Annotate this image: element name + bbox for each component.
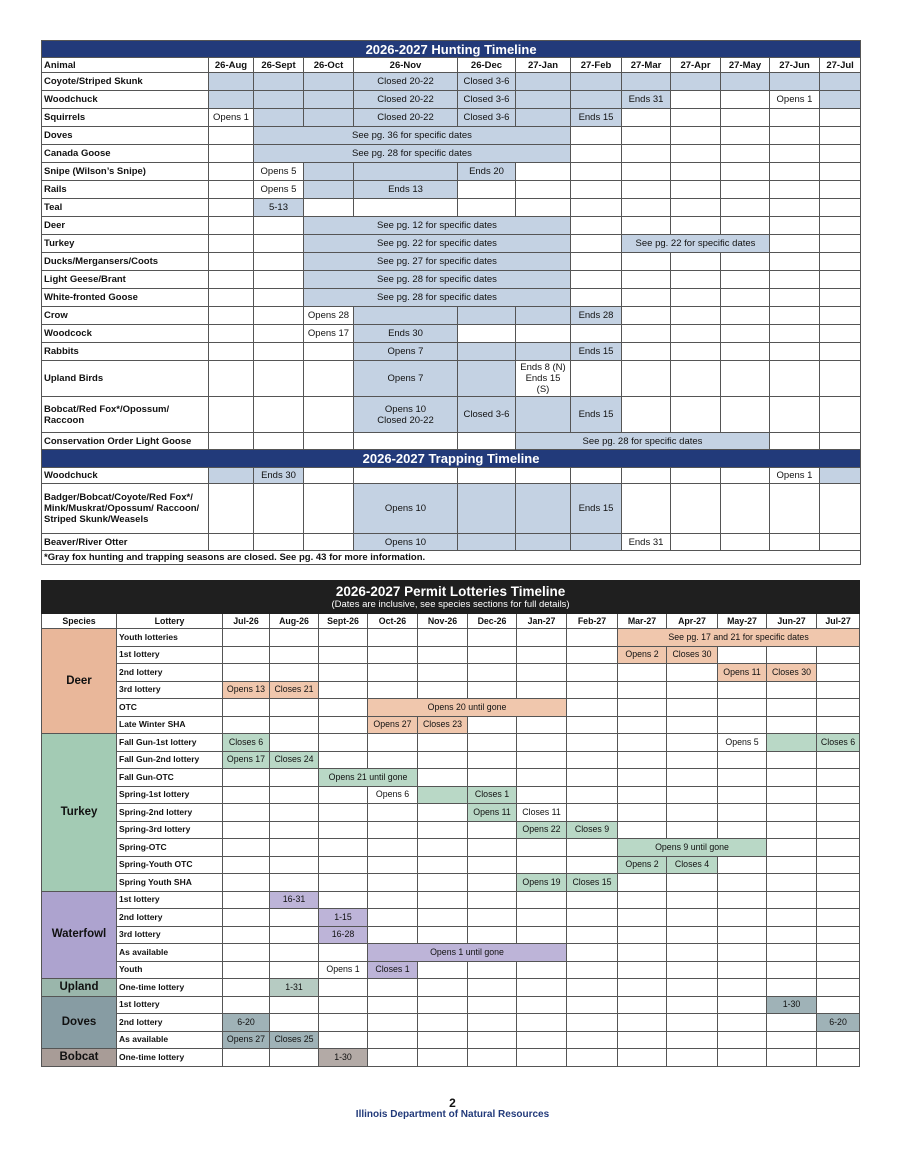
lottery-cell: 16-28 [319, 926, 368, 944]
col-header: May-27 [718, 614, 767, 629]
lottery-cell: Closes 24 [270, 751, 319, 769]
lottery-name: 3rd lottery [117, 681, 223, 699]
lottery-cell: Opens 20 until gone [368, 699, 567, 717]
lottery-cell: Opens 2 [618, 646, 667, 664]
table-row [42, 127, 861, 145]
col-header: Aug-26 [270, 614, 319, 629]
col-header: 27-Apr [671, 58, 721, 73]
animal-name: Squirrels [42, 109, 209, 127]
animal-name: Woodcock [42, 325, 209, 343]
season-cell: Closed 20-22 [354, 109, 458, 127]
table-row [42, 325, 861, 343]
lottery-name: Fall Gun-2nd lottery [117, 751, 223, 769]
animal-name: Snipe (Wilson’s Snipe) [42, 163, 209, 181]
season-cell: Opens 1 [209, 109, 254, 127]
season-cell: Closed 20-22 [354, 73, 458, 91]
lottery-cell: 6-20 [223, 1014, 270, 1032]
season-cell: Opens 17 [304, 325, 354, 343]
table-row [42, 343, 861, 361]
season-cell: Ends 15 [571, 109, 622, 127]
lottery-name: Spring-3rd lottery [117, 821, 223, 839]
lottery-cell: Closes 21 [270, 681, 319, 699]
season-cell: Opens 10 [354, 534, 458, 551]
lottery-name: 3rd lottery [117, 926, 223, 944]
season-cell: Ends 15 [571, 397, 622, 433]
lottery-cell: Opens 6 [368, 786, 418, 804]
lottery-cell: Opens 9 until gone [618, 839, 767, 857]
table-row [42, 109, 861, 127]
season-cell: Ends 15 [571, 343, 622, 361]
animal-name: Canada Goose [42, 145, 209, 163]
animal-name: Beaver/River Otter [42, 534, 209, 551]
season-line: Opens 10 [384, 403, 427, 415]
table-row [42, 307, 861, 325]
col-header: 26-Dec [458, 58, 516, 73]
animal-name: Crow [42, 307, 209, 325]
lottery-name: 1st lottery [117, 891, 223, 909]
season-cell: Ends 13 [354, 181, 458, 199]
lottery-cell: Opens 13 [223, 681, 270, 699]
lottery-name: 2nd lottery [117, 1014, 223, 1032]
lottery-cell: Closes 11 [517, 804, 567, 822]
lottery-cell: Closes 1 [368, 961, 418, 979]
season-cell: Opens 5 [254, 181, 304, 199]
animal-name: Turkey [42, 235, 209, 253]
species-doves: Doves [42, 996, 117, 1049]
season-cell: Ends 28 [571, 307, 622, 325]
lottery-cell: Opens 11 [468, 804, 517, 822]
col-header: Jun-27 [767, 614, 817, 629]
lottery-cell: Closes 15 [567, 874, 618, 892]
species-deer: Deer [42, 629, 117, 734]
season-cell: Opens 1 [770, 91, 820, 109]
lottery-cell: 1-30 [319, 1049, 368, 1067]
season-cell: Opens 1 [770, 468, 820, 484]
col-header: 26-Oct [304, 58, 354, 73]
season-cell: Closed 3-6 [458, 73, 516, 91]
lottery-name: Fall Gun-1st lottery [117, 734, 223, 752]
season-cell: Ends 30 [254, 468, 304, 484]
table-row [42, 534, 861, 551]
col-header: Feb-27 [567, 614, 618, 629]
animal-name: Doves [42, 127, 209, 145]
season-cell: Opens 10 [354, 484, 458, 534]
col-header: Species [42, 614, 117, 629]
table-row [42, 468, 861, 484]
animal-name: Bobcat/Red Fox*/Opossum/ Raccoon [42, 397, 209, 433]
col-header: 27-Jun [770, 58, 820, 73]
table-row [42, 217, 861, 235]
table-row [42, 289, 861, 307]
season-cell: Ends 31 [622, 91, 671, 109]
season-cell: Opens 7 [354, 343, 458, 361]
animal-name: Light Geese/Brant [42, 271, 209, 289]
lottery-cell: Opens 1 [319, 961, 368, 979]
col-header: Sept-26 [319, 614, 368, 629]
animal-name: Conservation Order Light Goose [42, 433, 209, 450]
lottery-name: 1st lottery [117, 996, 223, 1014]
lottery-cell: Closes 30 [767, 664, 817, 682]
lottery-name: Spring-Youth OTC [117, 856, 223, 874]
hunting-title: 2026-2027 Hunting Timeline [42, 41, 861, 58]
season-cell: See pg. 36 for specific dates [254, 127, 571, 145]
lottery-name: Late Winter SHA [117, 716, 223, 734]
lottery-cell: 1-31 [270, 979, 319, 997]
col-header: 27-Jul [820, 58, 861, 73]
animal-name: Upland Birds [42, 361, 209, 397]
lottery-cell: Opens 27 [223, 1031, 270, 1049]
table-row [42, 361, 861, 397]
lottery-name: One-time lottery [117, 1049, 223, 1067]
season-cell [516, 361, 571, 397]
lottery-cell: Opens 21 until gone [319, 769, 418, 787]
species-turkey: Turkey [42, 734, 117, 892]
season-cell: 5-13 [254, 199, 304, 217]
col-header: Jul-27 [817, 614, 860, 629]
lottery-name: One-time lottery [117, 979, 223, 997]
lottery-name: OTC [117, 699, 223, 717]
season-cell: Opens 5 [254, 163, 304, 181]
table-row [42, 397, 861, 433]
animal-name: Coyote/Striped Skunk [42, 73, 209, 91]
col-header: Apr-27 [667, 614, 718, 629]
table-row [42, 253, 861, 271]
season-cell [354, 397, 458, 433]
col-header: 27-May [721, 58, 770, 73]
col-header: 27-Feb [571, 58, 622, 73]
table-row [42, 235, 861, 253]
lottery-cell: Opens 11 [718, 664, 767, 682]
table-row [42, 163, 861, 181]
lottery-cell: Closes 4 [667, 856, 718, 874]
lottery-cell: Closes 25 [270, 1031, 319, 1049]
table-row [42, 433, 861, 450]
lottery-name: 2nd lottery [117, 664, 223, 682]
lottery-name: 1st lottery [117, 646, 223, 664]
season-cell: Opens 28 [304, 307, 354, 325]
trapping-title: 2026-2027 Trapping Timeline [42, 450, 861, 468]
col-header: Dec-26 [468, 614, 517, 629]
col-header: 26-Aug [209, 58, 254, 73]
lottery-cell: Closes 9 [567, 821, 618, 839]
col-header: 26-Nov [354, 58, 458, 73]
lottery-cell: 1-15 [319, 909, 368, 927]
lottery-cell: 16-31 [270, 891, 319, 909]
col-header: Nov-26 [418, 614, 468, 629]
lottery-name: 2nd lottery [117, 909, 223, 927]
col-header: Lottery [117, 614, 223, 629]
lottery-name: Youth lotteries [117, 629, 223, 647]
lottery-name: As available [117, 944, 223, 962]
col-header: 27-Mar [622, 58, 671, 73]
col-header: Jul-26 [223, 614, 270, 629]
lottery-name: Fall Gun-OTC [117, 769, 223, 787]
season-cell: Ends 15 [571, 484, 622, 534]
lottery-name: Spring-2nd lottery [117, 804, 223, 822]
season-cell: Closed 20-22 [354, 91, 458, 109]
lottery-cell: 6-20 [817, 1014, 860, 1032]
season-cell: See pg. 28 for specific dates [516, 433, 770, 450]
animal-name: Teal [42, 199, 209, 217]
species-waterfowl: Waterfowl [42, 891, 117, 979]
animal-name: Badger/Bobcat/Coyote/Red Fox*/ Mink/Muskrat/Opossum/ Raccoon/ Striped Skunk/Weasels [42, 484, 209, 534]
animal-name: Deer [42, 217, 209, 235]
permits-subtitle: (Dates are inclusive, see species sections for full details) [331, 599, 570, 610]
lottery-cell: Opens 1 until gone [368, 944, 567, 962]
col-header: Jan-27 [517, 614, 567, 629]
permit-lotteries-table [41, 580, 860, 1067]
season-cell: Ends 30 [354, 325, 458, 343]
lottery-cell: Opens 22 [517, 821, 567, 839]
page-number: 2 [449, 1096, 456, 1110]
lottery-cell: See pg. 17 and 21 for specific dates [618, 629, 860, 647]
season-cell: See pg. 22 for specific dates [622, 235, 770, 253]
table-row [42, 181, 861, 199]
permits-title: 2026-2027 Permit Lotteries Timeline [335, 584, 566, 599]
col-header: 27-Jan [516, 58, 571, 73]
lottery-cell: Opens 19 [517, 874, 567, 892]
season-cell: Ends 20 [458, 163, 516, 181]
animal-name: Woodchuck [42, 91, 209, 109]
season-cell: See pg. 27 for specific dates [304, 253, 571, 271]
animal-name: Rabbits [42, 343, 209, 361]
lottery-name: Spring-OTC [117, 839, 223, 857]
season-cell: Closed 3-6 [458, 109, 516, 127]
col-header: Mar-27 [618, 614, 667, 629]
species-upland: Upland [42, 979, 117, 997]
col-header: Oct-26 [368, 614, 418, 629]
lottery-cell: Closes 1 [468, 786, 517, 804]
lottery-name: Spring-1st lottery [117, 786, 223, 804]
col-header: Animal [42, 58, 209, 73]
table-row [42, 91, 861, 109]
season-line: Ends 15 (S) [525, 373, 561, 395]
season-cell: Closed 3-6 [458, 397, 516, 433]
lottery-cell: Opens 5 [718, 734, 767, 752]
lottery-cell: Closes 6 [817, 734, 860, 752]
lottery-cell: Opens 27 [368, 716, 418, 734]
season-cell: See pg. 28 for specific dates [254, 145, 571, 163]
lottery-name: As available [117, 1031, 223, 1049]
lottery-cell: Opens 17 [223, 751, 270, 769]
animal-name: Ducks/Mergansers/Coots [42, 253, 209, 271]
lottery-name: Spring Youth SHA [117, 874, 223, 892]
season-cell: See pg. 22 for specific dates [304, 235, 571, 253]
table-row [42, 271, 861, 289]
lottery-cell: Opens 2 [618, 856, 667, 874]
season-line: Closed 20-22 [377, 414, 434, 426]
season-cell: See pg. 28 for specific dates [304, 289, 571, 307]
lottery-cell: Closes 23 [418, 716, 468, 734]
season-line: Ends 8 (N) [520, 362, 566, 373]
col-header: 26-Sept [254, 58, 304, 73]
lottery-name: Youth [117, 961, 223, 979]
animal-name: Woodchuck [42, 468, 209, 484]
table-row [42, 484, 861, 534]
table-row [42, 199, 861, 217]
season-cell: Opens 7 [354, 361, 458, 397]
organization-name: Illinois Department of Natural Resources [355, 1109, 550, 1120]
season-cell: See pg. 12 for specific dates [304, 217, 571, 235]
species-bobcat: Bobcat [42, 1049, 117, 1067]
hunting-trapping-table [41, 40, 861, 565]
lottery-cell: Closes 6 [223, 734, 270, 752]
season-cell: Ends 31 [622, 534, 671, 551]
season-cell: See pg. 28 for specific dates [304, 271, 571, 289]
lottery-cell: 1-30 [767, 996, 817, 1014]
page-footer [0, 1097, 905, 1121]
lottery-cell: Closes 30 [667, 646, 718, 664]
animal-name: White-fronted Goose [42, 289, 209, 307]
table-row [42, 145, 861, 163]
table-row [42, 73, 861, 91]
animal-name: Rails [42, 181, 209, 199]
footnote: *Gray fox hunting and trapping seasons are closed. See pg. 43 for more information. [42, 551, 861, 565]
season-cell: Closed 3-6 [458, 91, 516, 109]
